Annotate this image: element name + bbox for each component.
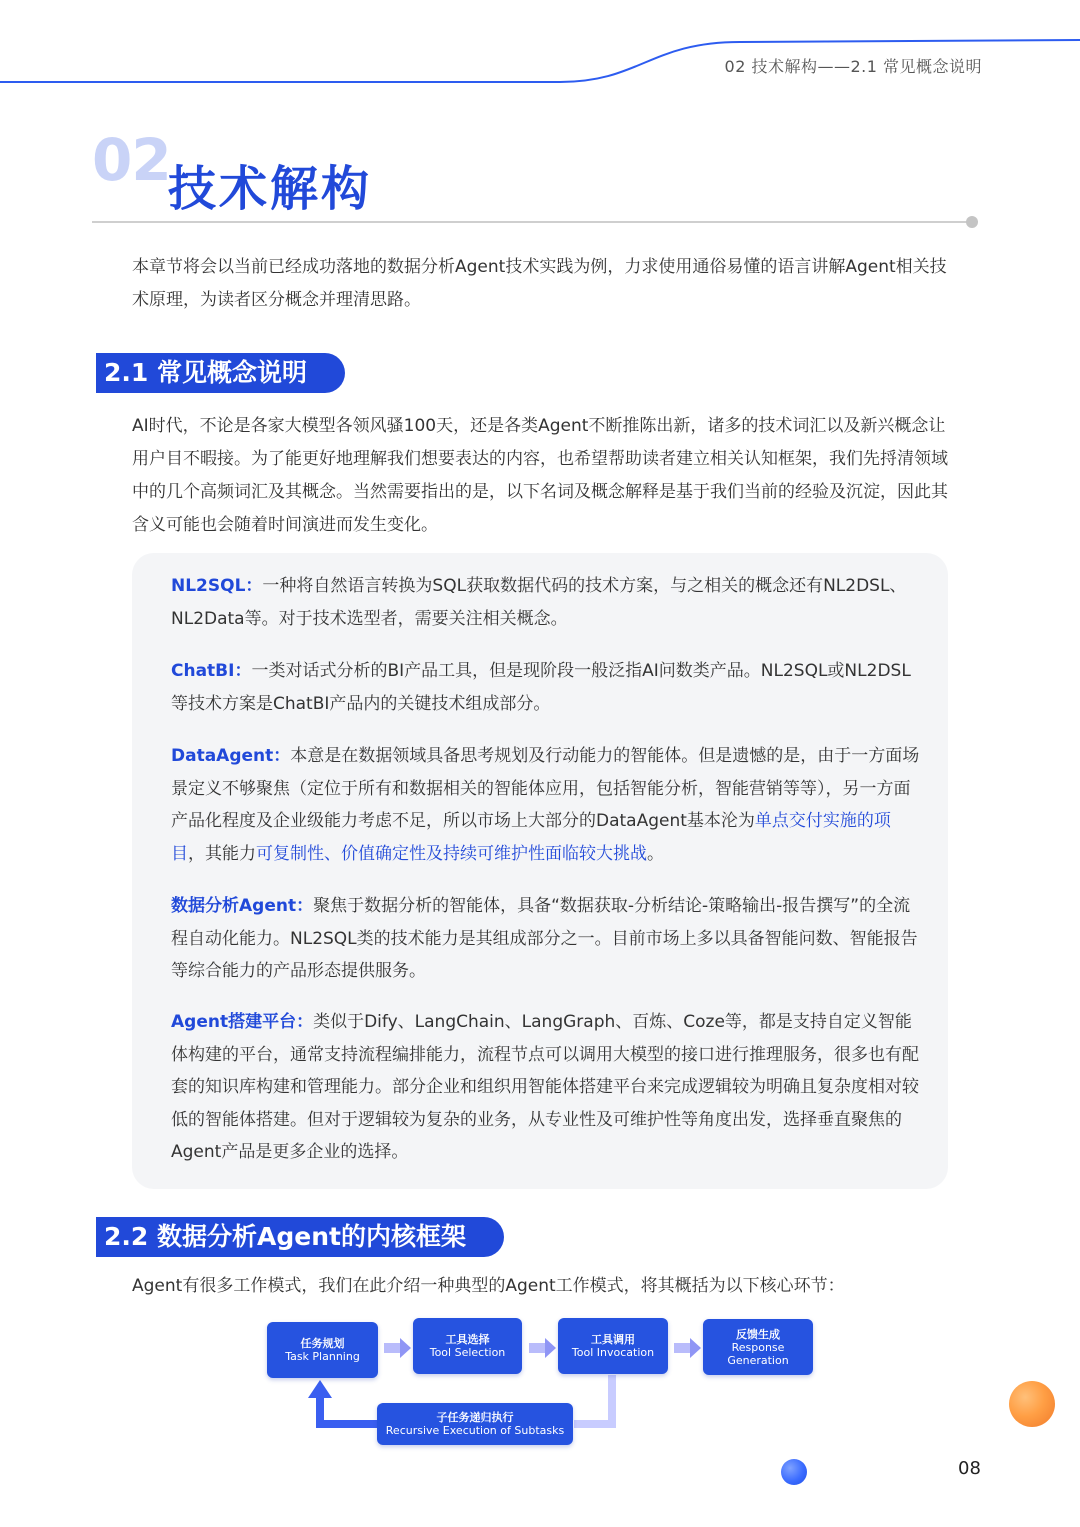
header-breadcrumb: 02 技术解构——2.1 常见概念说明 bbox=[724, 57, 982, 76]
node-label-en: Tool Invocation bbox=[571, 1346, 655, 1359]
arrow-head-to-plan bbox=[308, 1380, 332, 1398]
decorative-orange-circle bbox=[1009, 1381, 1055, 1427]
flow-node-tool-selection bbox=[413, 1318, 522, 1374]
arrow-recursive-to-plan bbox=[320, 1396, 377, 1424]
intro-paragraph: 本章节将会以当前已经成功落地的数据分析Agent技术实践为例，力求使用通俗易懂的语言讲解Agent相关技术原理，为读者区分概念并理清思路。 bbox=[132, 257, 947, 310]
flow-node-recursive-execution bbox=[377, 1403, 573, 1445]
concept-text: 一种将自然语言转换为SQL获取数据代码的技术方案，与之相关的概念还有NL2DSL、NL2Data等。对于技术选型者，需要关注相关概念。 bbox=[171, 576, 907, 629]
arrow-invoke-to-response bbox=[674, 1338, 701, 1358]
node-label-en: Tool Selection bbox=[429, 1346, 506, 1359]
node-label-cn: 反馈生成 bbox=[736, 1327, 780, 1341]
node-label-cn: 子任务递归执行 bbox=[436, 1411, 514, 1424]
concept-highlight: 可复制性、价值确定性及持续可维护性面临较大挑战 bbox=[256, 843, 647, 864]
node-label-cn: 工具调用 bbox=[591, 1333, 635, 1346]
concept-term: ChatBI： bbox=[171, 661, 252, 681]
chapter-title: 技术解构 bbox=[168, 161, 373, 217]
concept-text: 聚焦于数据分析的智能体，具备“数据获取-分析结论-策略输出-报告撰写”的全流程自动化能力。NL2SQL类的技术能力是其组成部分之一。目前市场上多以具备智能问数、智能报告等综合能力的产品形态提供服务。 bbox=[171, 896, 918, 981]
flow-node-response-generation bbox=[703, 1319, 813, 1375]
concept-term: Agent搭建平台： bbox=[171, 1012, 314, 1032]
flow-node-task-planning bbox=[267, 1322, 378, 1378]
chapter-number: 02 bbox=[92, 126, 171, 194]
section-heading-2-1: 2.1 常见概念说明 bbox=[96, 353, 345, 393]
arrow-select-to-invoke bbox=[529, 1338, 556, 1358]
node-label-en: Recursive Execution of Subtasks bbox=[385, 1424, 565, 1437]
concept-text: 类似于Dify、LangChain、LangGraph、百炼、Coze等，都是支持自定义智能体构建的平台，通常支持流程编排能力，流程节点可以调用大模型的接口进行推理服务，很多也有配套的知识库构建和管理能力。部分企业和组织用智能体搭建平台来完成逻辑较为明确且复杂度相对较低的智能体搭建。但对于逻辑较为复杂的业务，从专业性及可维护性等角度出发，选择垂直聚焦的Agent产品是更多企业的选择。 bbox=[171, 1012, 919, 1162]
arrow-invoke-to-recursive bbox=[574, 1375, 612, 1424]
decorative-blue-circle bbox=[781, 1459, 807, 1485]
concept-text: ，其能力 bbox=[188, 843, 256, 864]
section-heading-2-2: 2.2 数据分析Agent的内核框架 bbox=[96, 1217, 504, 1257]
concept-text: 。 bbox=[647, 843, 664, 864]
node-label-en: Generation bbox=[727, 1353, 789, 1367]
concept-highlight: 单点交付实施的项目 bbox=[171, 811, 891, 864]
page-number: 08 bbox=[958, 1458, 981, 1479]
concept-text: 一类对话式分析的BI产品工具，但是现阶段一般泛指AI问数类产品。NL2SQL或NL2DSL等技术方案是ChatBI产品内的关键技术组成部分。 bbox=[171, 661, 911, 714]
node-label-cn: 任务规划 bbox=[300, 1337, 345, 1350]
concept-text: 本意是在数据领域具备思考规划及行动能力的智能体。但是遗憾的是，由于一方面场景定义不够聚焦（定位于所有和数据相关的智能体应用，包括智能分析，智能营销等等），另一方面产品化程度及企业级能力考虑不足，所以市场上大部分的DataAgent基本沦为 bbox=[171, 746, 920, 831]
section-2-body: Agent有很多工作模式，我们在此介绍一种典型的Agent工作模式，将其概括为以下核心环节： bbox=[132, 1276, 845, 1296]
section-1-body: AI时代，不论是各家大模型各领风骚100天，还是各类Agent不断推陈出新，诸多的技术词汇以及新兴概念让用户目不暇接。为了能更好地理解我们想要表达的内容，也希望帮助读者建立相关认知框架，我们先捋清领域中的几个高频词汇及其概念。当然需要指出的是，以下名词及概念解释是基于我们当前的经验及沉淀，因此其含义可能也会随着时间演进而发生变化。 bbox=[132, 416, 948, 535]
node-label-en: Response bbox=[731, 1340, 785, 1354]
node-label-cn: 工具选择 bbox=[445, 1333, 490, 1346]
concept-term: DataAgent： bbox=[171, 746, 291, 766]
concept-term: 数据分析Agent： bbox=[171, 896, 314, 916]
node-label-en: Task Planning bbox=[285, 1350, 360, 1363]
arrow-plan-to-select bbox=[384, 1338, 411, 1358]
flow-node-tool-invocation bbox=[558, 1318, 668, 1374]
concept-term: NL2SQL： bbox=[171, 576, 263, 596]
